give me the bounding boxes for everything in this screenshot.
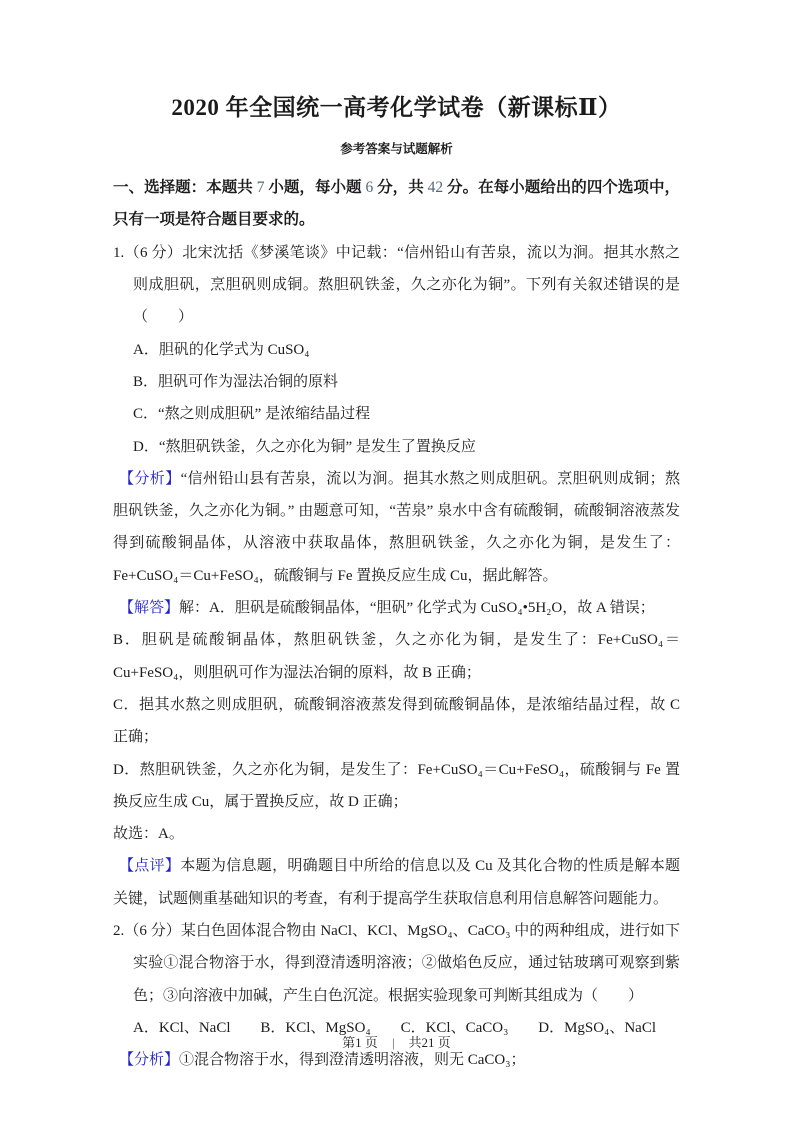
comment-tag: 【点评】 — [119, 858, 181, 875]
q2-analysis-text: ①混合物溶于水，得到澄清透明溶液，则无 CaCO₃； — [179, 1052, 526, 1069]
q2-option-b: B．KCl、MgSO₄ — [260, 1019, 371, 1036]
footer-page-current: 第1 页 — [342, 1035, 378, 1050]
answer-tag: 【解答】 — [119, 600, 180, 617]
q1-analysis-text: “信州铅山县有苦泉，流以为涧。挹其水熬之则成胆矾。烹胆矾则成铜；熬胆矾铁釜，久之亦化为铜。” 由题意可知，“苦泉” 泉水中含有硫酸铜，硫酸铜溶液蒸发得到硫酸铜晶体，从溶液中获取晶体，熬胆矾铁釜，久之亦化为铜，是发生了：Fe+CuSO₄＝Cu+FeSO₄，硫酸铜与 Fe 置换反应生成 Cu，据此解答。 — [113, 470, 680, 584]
footer-separator: | — [391, 1035, 395, 1050]
q1-answer-choice: 故选：A。 — [113, 826, 184, 843]
section-header-text: 分，共 — [373, 179, 428, 196]
section-header-total: 42 — [427, 179, 444, 196]
section-header-points: 6 — [365, 179, 374, 196]
q1-solution-line-4: D．熬胆矾铁釜，久之亦化为铜，是发生了：Fe+CuSO₄＝Cu+FeSO₄，硫酸铜与 Fe 置换反应生成 Cu，属于置换反应，故 D 正确； — [113, 761, 680, 810]
section-header-count: 7 — [256, 179, 265, 196]
footer-page-total: 共21 页 — [408, 1035, 451, 1050]
section-header-text: 分。在每小题给出的四个选项中，只有一项是符合题目要求的。 — [113, 179, 680, 229]
analysis-tag: 【分析】 — [119, 470, 181, 487]
q2-option-d: D．MgSO₄、NaCl — [538, 1019, 656, 1036]
doc-subtitle: 参考答案与试题解析 — [340, 142, 453, 156]
q1-analysis — [113, 463, 680, 592]
section-header-text: 小题，每小题 — [264, 179, 366, 196]
q1-option-d: D．“熬胆矾铁釜，久之亦化为铜” 是发生了置换反应 — [133, 438, 476, 455]
doc-title: 2020 年全国统一高考化学试卷（新课标Ⅱ） — [171, 95, 622, 120]
q1-comment-text: 本题为信息题，明确题目中所给的信息以及 Cu 及其化合物的性质是解本题关键，试题侧重基础知识的考查，有利于提高学生获取信息利用信息解答问题能力。 — [113, 858, 680, 907]
q1-solution-line-2: B．胆矾是硫酸铜晶体，熬胆矾铁釜，久之亦化为铜，是发生了：Fe+CuSO₄＝Cu+FeSO₄，则胆矾可作为湿法冶铜的原料，故 B 正确； — [113, 632, 680, 681]
q1-comment — [113, 850, 680, 915]
q2-option-a: A．KCl、NaCl — [133, 1019, 231, 1036]
q1-option-c: C．“熬之则成胆矾” 是浓缩结晶过程 — [133, 406, 371, 423]
q1-option-a: A．胆矾的化学式为 CuSO₄ — [133, 341, 310, 358]
q1-solution-line-3: C．挹其水熬之则成胆矾，硫酸铜溶液蒸发得到硫酸铜晶体，是浓缩结晶过程，故 C 正确； — [113, 696, 680, 746]
analysis-tag: 【分析】 — [119, 1052, 180, 1069]
q2-option-c: C．KCl、CaCO₃ — [400, 1019, 509, 1036]
q1-solution-line-1 — [113, 592, 680, 624]
section-header-text: 一、选择题：本题共 — [113, 179, 257, 196]
q1-stem: 1.（6 分）北宋沈括《梦溪笔谈》中记载：“信州铅山有苦泉，流以为涧。挹其水熬之则成胆矾，烹胆矾则成铜。熬胆矾铁釜，久之亦化为铜”。下列有关叙述错误的是（ ） — [113, 244, 680, 326]
page-footer — [0, 1033, 793, 1053]
q1-solution-text-a: 解：A．胆矾是硫酸铜晶体，“胆矾” 化学式为 CuSO₄•5H₂O，故 A 错误； — [179, 600, 655, 617]
page-content — [113, 88, 680, 1077]
section-header — [113, 172, 680, 237]
q2-stem: 2.（6 分）某白色固体混合物由 NaCl、KCl、MgSO₄、CaCO₃ 中的两种组成，进行如下实验①混合物溶于水，得到澄清透明溶液；②做焰色反应，通过钴玻璃可观察到紫色；③向溶液中加碱，产生白色沉淀。根据实验现象可判断其组成为（ ） — [113, 923, 680, 1004]
q1-option-b: B．胆矾可作为湿法冶铜的原料 — [133, 374, 339, 390]
